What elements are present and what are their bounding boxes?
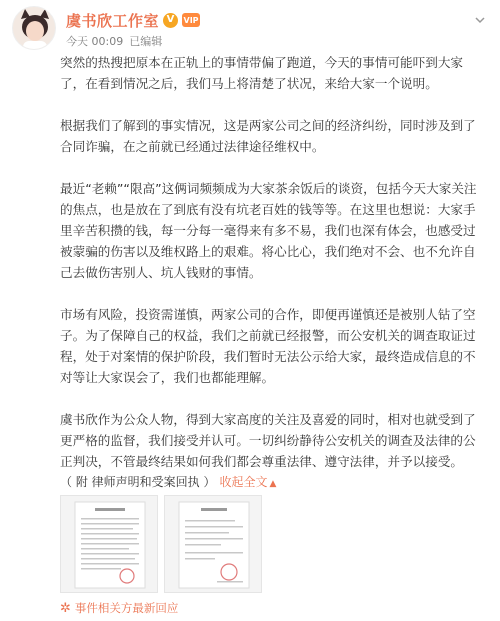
attachment-note: （ 附 律师声明和受案回执 ）: [60, 475, 216, 489]
thumbnail-image[interactable]: [60, 495, 158, 593]
chevron-up-icon: ▲: [269, 479, 277, 489]
chevron-down-icon[interactable]: [474, 14, 486, 26]
collapse-button[interactable]: [219, 473, 276, 490]
collapse-label: 收起全文: [219, 475, 268, 489]
post-meta: [66, 33, 162, 49]
attachment-row: [60, 473, 276, 490]
related-event-link[interactable]: [60, 600, 178, 616]
avatar[interactable]: [12, 6, 56, 50]
paragraph: 市场有风险，投资需谨慎，两家公司的合作，即便再谨慎还是被别人钻了空子。为了保障自己的权益，我们之前就已经报警，而公安机关的调查取证过程，处于对案情的保护阶段，我们暂时无法公示给大家，最终造成信息的不对等让大家误会了，我们也都能理解。: [60, 307, 476, 385]
author-name[interactable]: 虞书欣工作室: [66, 11, 160, 30]
post-time[interactable]: 今天 00:09: [66, 35, 124, 48]
sparkle-icon: ✲: [60, 600, 71, 616]
paragraph: 虞书欣作为公众人物，得到大家高度的关注及喜爱的同时，相对也就受到了更严格的监督，我们接受并认可。一切纠纷静待公安机关的调查及法律的公正判决，不管最终结果如何我们都会尊重法律、遵守法律，并予以接受。: [60, 412, 476, 469]
verified-badge-icon: V: [163, 13, 178, 28]
thumbnail-image[interactable]: [164, 495, 262, 593]
paragraph: 最近“老赖”“限高”这俩词频频成为大家茶余饭后的谈资，包括今天大家关注的焦点，也是放在了到底有没有坑老百姓的钱等等。在这里也想说：大家手里辛苦积攒的钱，每一分每一毫得来有多不易，我们也深有体会，也感受过被蒙骗的伤害以及维权路上的艰难。将心比心，我们绝对不会、也不允许自己去做伤害别人、坑人钱财的事情。: [60, 181, 477, 280]
related-link-label: 事件相关方最新回应: [74, 601, 179, 615]
edited-label: 已编辑: [129, 35, 163, 48]
post-content: [60, 52, 488, 472]
member-badge-icon[interactable]: VIP: [182, 13, 200, 27]
image-gallery: [60, 495, 262, 593]
paragraph: 根据我们了解到的事实情况，这是两家公司之间的经济纠纷，同时涉及到了合同诈骗，在之前就已经通过法律途径维权中。: [60, 118, 476, 154]
author-row: [66, 10, 200, 30]
paragraph: 突然的热搜把原本在正轨上的事情带偏了跑道，今天的事情可能吓到大家了，在看到情况之后，我们马上将清楚了状况，来给大家一个说明。: [60, 55, 463, 91]
